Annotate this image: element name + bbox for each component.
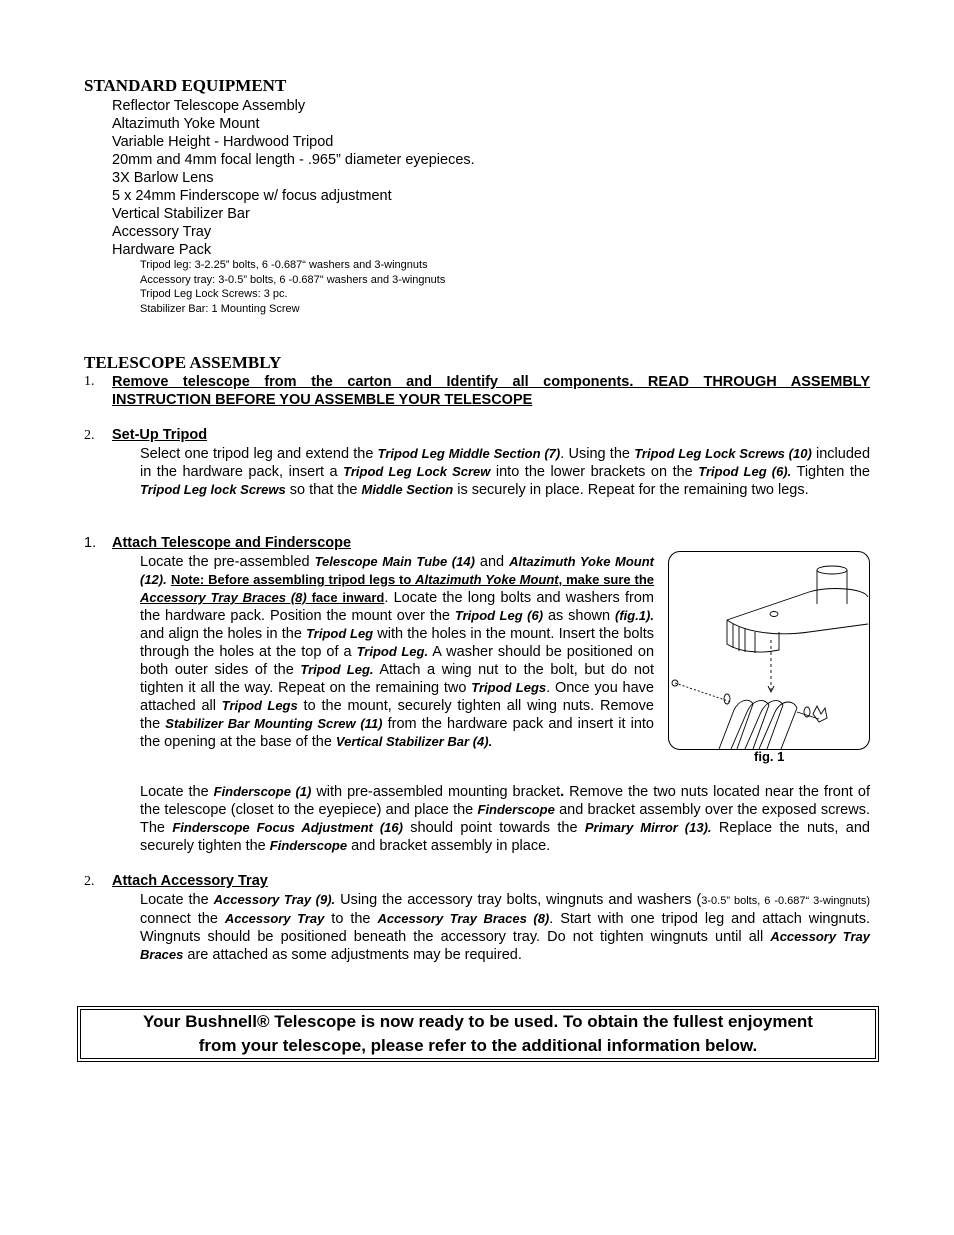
- text: . Once you have attached all: [140, 680, 654, 714]
- figure-caption: fig. 1: [754, 749, 785, 764]
- equipment-item: Altazimuth Yoke Mount: [112, 116, 260, 132]
- setup-tripod-title: Set-Up Tripod: [112, 427, 208, 443]
- text: and bracket assembly over the exposed screws. The: [140, 802, 870, 836]
- text: . Using the: [560, 446, 635, 462]
- text: , make sure the: [558, 572, 655, 587]
- step1-line2: INSTRUCTION BEFORE YOU ASSEMBLE YOUR TELESCOPE: [112, 392, 533, 408]
- tripod-mount-illustration: [669, 552, 869, 749]
- step1-line1: Remove telescope from the carton and Identify all components. READ THROUGH ASSEMBLY: [112, 374, 870, 390]
- text: Tighten the: [791, 464, 870, 480]
- equipment-list: [112, 97, 475, 259]
- text: with the holes in the mount. Insert the bolts through the holes at the top of a: [140, 626, 654, 660]
- equipment-item: Vertical Stabilizer Bar: [112, 206, 250, 222]
- text: with pre-assembled mounting bracket: [311, 784, 561, 800]
- equipment-item: 5 x 24mm Finderscope w/ focus adjustment: [112, 188, 392, 204]
- part-name: Altazimuth Yoke Mount: [415, 572, 559, 587]
- part-name: Vertical Stabilizer Bar (4).: [335, 734, 493, 749]
- telescope-assembly-heading: TELESCOPE ASSEMBLY: [84, 353, 282, 372]
- attach-telescope-title: Attach Telescope and Finderscope: [112, 535, 352, 551]
- part-name: Tripod Leg Lock Screws (10): [634, 446, 812, 461]
- text: Using the accessory tray bolts, wingnuts and washers (: [335, 892, 702, 908]
- attach-accessory-tray-title: Attach Accessory Tray: [112, 873, 268, 889]
- text: and bracket assembly in place.: [347, 838, 551, 854]
- part-name: Primary Mirror (13).: [584, 820, 712, 835]
- hardware-item: Tripod Leg Lock Screws: 3 pc.: [140, 288, 288, 300]
- text: Note: Before assembling tripod legs to: [171, 572, 416, 587]
- text: Select one tripod leg and extend the: [140, 446, 378, 462]
- text: are attached as some adjustments may be required.: [183, 947, 522, 963]
- part-name: Middle Section: [361, 482, 454, 497]
- finderscope-paragraph: [140, 783, 870, 855]
- figure-1: [668, 551, 870, 750]
- text: Locate the: [140, 892, 214, 908]
- equipment-item: Variable Height - Hardwood Tripod: [112, 134, 334, 150]
- part-name: Telescope Main Tube (14): [314, 554, 475, 569]
- part-name: Accessory Tray Braces (8): [140, 590, 307, 605]
- step-number: 2.: [84, 874, 95, 889]
- hardware-spec: 3-0.5” bolts, 6 -0.687“ 3-wingnuts): [701, 895, 871, 907]
- text: face inward: [306, 590, 385, 605]
- hardware-item: Tripod leg: 3-2.25” bolts, 6 -0.687“ washers and 3-wingnuts: [140, 259, 428, 271]
- hardware-item: Accessory tray: 3-0.5” bolts, 6 -0.687" washers and 3-wingnuts: [140, 273, 446, 286]
- part-name: Tripod Legs: [471, 680, 547, 695]
- part-name: Tripod Leg: [306, 626, 374, 641]
- ready-notice-line2: from your telescope, please refer to the additional information below.: [198, 1036, 758, 1055]
- setup-tripod-paragraph: [140, 445, 870, 499]
- text: included in the hardware pack, insert a: [140, 446, 871, 480]
- part-name: Tripod Leg.: [356, 644, 429, 659]
- text: connect the: [140, 911, 225, 927]
- part-name: Tripod Leg (6): [454, 608, 544, 623]
- step-number: 1.: [84, 374, 95, 389]
- text: . Locate the long bolts and washers from the hardware pack. Position the mount over the: [140, 590, 654, 624]
- part-name: Tripod Leg Lock Screw: [343, 464, 491, 479]
- part-name: Altazimuth Yoke Mount (12).: [140, 554, 655, 587]
- standard-equipment-heading: STANDARD EQUIPMENT: [84, 76, 287, 95]
- text: Locate the pre-assembled: [140, 554, 315, 570]
- text: should point towards the: [402, 820, 585, 836]
- text: so that the: [285, 482, 362, 498]
- part-name: Accessory Tray Braces (8): [377, 911, 550, 926]
- part-name: Stabilizer Bar Mounting Screw (11): [165, 716, 383, 731]
- text: to the: [324, 911, 378, 927]
- equipment-item: Accessory Tray: [112, 224, 212, 240]
- ready-notice-line1: Your Bushnell® Telescope is now ready to be used. To obtain the fullest enjoyment: [143, 1012, 813, 1031]
- text: Attach a wing nut to the bolt, but do not tighten it all the way. Repeat on the remaining two: [140, 662, 655, 696]
- part-name: Finderscope: [269, 838, 348, 853]
- equipment-item: 3X Barlow Lens: [112, 170, 214, 186]
- text: into the lower brackets on the: [490, 464, 699, 480]
- part-name: Tripod Leg Middle Section (7): [377, 446, 561, 461]
- part-name: Tripod Legs: [221, 698, 298, 713]
- part-name: Finderscope (1): [213, 784, 312, 799]
- text: and align the holes in the: [140, 626, 307, 642]
- text: to the mount, securely tighten all wing nuts. Remove the: [140, 698, 654, 732]
- ready-notice-box: [77, 1006, 879, 1062]
- ready-notice: [80, 1009, 876, 1059]
- part-name: Tripod Leg (6).: [698, 464, 792, 479]
- part-name: Finderscope: [477, 802, 555, 817]
- part-name: Accessory Tray Braces: [140, 929, 870, 962]
- part-name: Tripod Leg.: [300, 662, 374, 677]
- text: A washer should be positioned on both outer sides of the: [140, 644, 655, 678]
- step1-instruction: [112, 373, 870, 409]
- part-name: Finderscope Focus Adjustment (16): [172, 820, 403, 835]
- hardware-item: Stabilizer Bar: 1 Mounting Screw: [140, 302, 300, 315]
- part-name: Accessory Tray (9).: [213, 892, 336, 907]
- equipment-item: Hardware Pack: [112, 242, 212, 258]
- text: Replace the nuts, and securely tighten the: [140, 820, 870, 854]
- part-name: (fig.1).: [614, 608, 654, 623]
- attach-telescope-paragraph: [140, 553, 654, 751]
- part-name: Accessory Tray: [224, 911, 325, 926]
- hardware-pack-list: [140, 258, 445, 316]
- text: Remove the two nuts located near the front of the telescope (closet to the eyepiece) and place the: [140, 784, 871, 818]
- text: from the hardware pack and insert it into the opening at the base of the: [140, 716, 654, 750]
- text: is securely in place. Repeat for the remaining two legs.: [453, 482, 809, 498]
- text: . Start with one tripod leg and attach wingnuts. Wingnuts should be positioned beneath the accessory tray. Do not tighten wingnuts until all: [140, 911, 870, 945]
- step-number: 2.: [84, 428, 95, 443]
- text: and: [474, 554, 510, 570]
- accessory-tray-paragraph: [140, 891, 870, 964]
- text: Locate the: [140, 784, 214, 800]
- equipment-item: Reflector Telescope Assembly: [112, 98, 306, 114]
- text: as shown: [543, 608, 615, 624]
- part-name: Tripod Leg lock Screws: [140, 482, 286, 497]
- text: .: [560, 784, 565, 800]
- step-number: 1.: [84, 535, 97, 551]
- equipment-item: 20mm and 4mm focal length - .965” diameter eyepieces.: [112, 152, 475, 168]
